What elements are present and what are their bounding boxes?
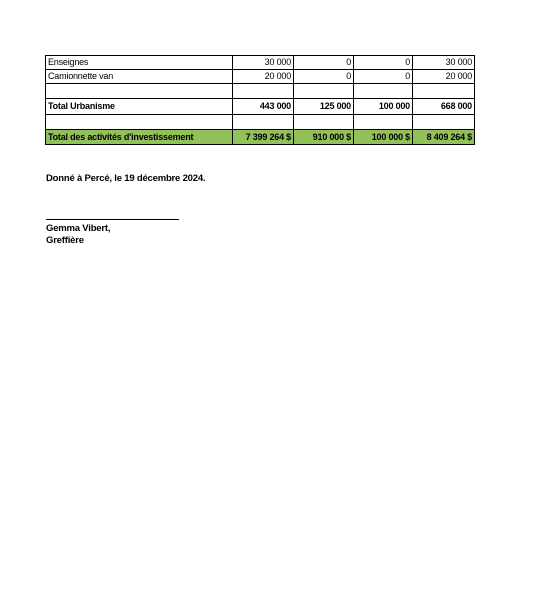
row-label [46,115,233,130]
table-row [46,56,475,70]
cell-value [233,115,294,130]
cell-value: 7 399 264 $ [233,130,294,145]
row-label: Total des activités d'investissement [46,130,233,145]
cell-value: 30 000 [413,56,475,70]
cell-value: 0 [354,56,413,70]
row-label: Total Urbanisme [46,99,233,115]
table-row-total-urbanisme [46,99,475,115]
signature-line [46,219,179,220]
cell-value [354,115,413,130]
signatory-name: Gemma Vibert, [46,223,111,234]
cell-value: 100 000 $ [354,130,413,145]
cell-value: 910 000 $ [294,130,354,145]
cell-value [294,84,354,99]
budget-sheet [45,55,475,145]
table-row-grand-total [46,130,475,145]
cell-value: 0 [294,70,354,84]
cell-value [413,84,475,99]
row-label: Camionnette van [46,70,233,84]
cell-value: 0 [294,56,354,70]
cell-value: 443 000 [233,99,294,115]
cell-value: 20 000 [233,70,294,84]
place-date: Donné à Percé, le 19 décembre 2024. [46,173,206,184]
cell-value [294,115,354,130]
investment-table [45,55,475,145]
cell-value: 30 000 [233,56,294,70]
cell-value: 125 000 [294,99,354,115]
table-row-blank [46,84,475,99]
cell-value [354,84,413,99]
cell-value: 668 000 [413,99,475,115]
row-label: Enseignes [46,56,233,70]
table-row [46,70,475,84]
cell-value [413,115,475,130]
signatory-block [46,223,110,247]
cell-value [233,84,294,99]
cell-value: 100 000 [354,99,413,115]
cell-value: 0 [354,70,413,84]
table-row-blank [46,115,475,130]
cell-value: 20 000 [413,70,475,84]
cell-value: 8 409 264 $ [413,130,475,145]
signatory-title: Greffière [46,235,84,246]
row-label [46,84,233,99]
